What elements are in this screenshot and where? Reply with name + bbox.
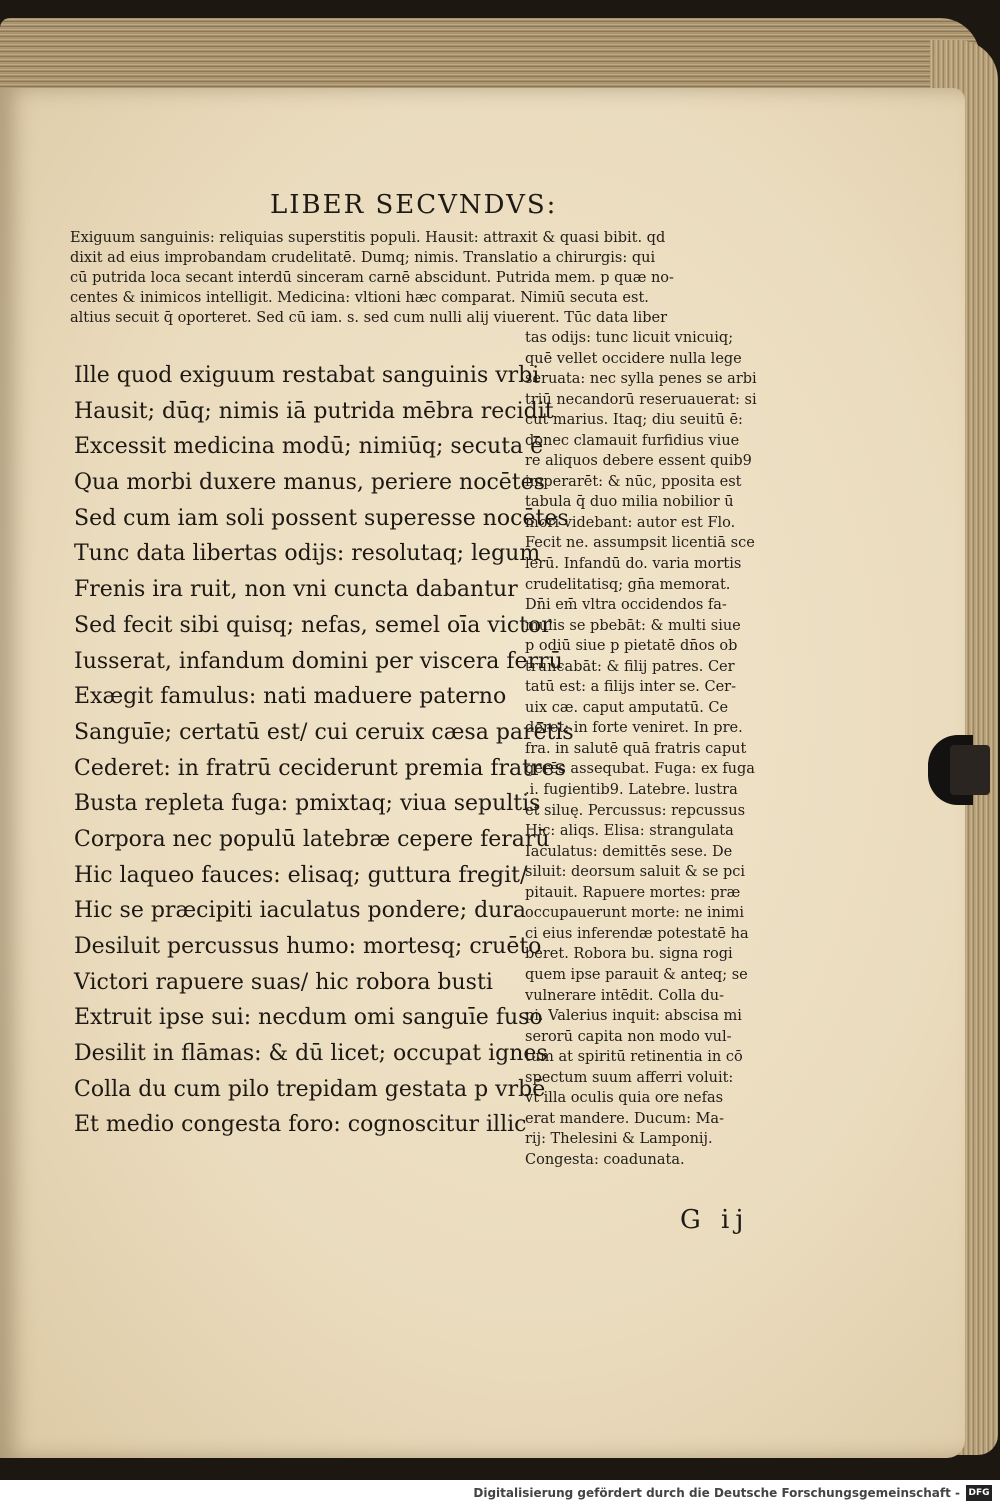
verse-line: Hic laqueo fauces: elisaq; guttura fregit/ [74,862,528,888]
verse-line: Tunc data libertas odijs: resolutaq; legum [74,541,541,567]
gloss-line: uix cæ. caput amputatū. Ce [525,699,729,716]
verse-line: Desilit in flāmas: & dū licet; occupat ignes [74,1041,548,1067]
gloss-line: pi. Valerius inquit: abscisa mi [525,1008,742,1025]
gloss-line: triū necandorū reseruauerat: si [525,391,757,408]
funding-banner-text: Digitalisierung gefördert durch die Deutsche Forschungsgemeinschaft - [473,1486,960,1500]
page-signature: G ij [680,1205,750,1235]
gloss-line: tabula q̄ duo milia nobilior ū [525,494,734,511]
verse-line: Hausit; dūq; nimis iā putrida mēbra recidit [74,398,554,424]
verse-line: Sed fecit sibi quisq; nefas, semel oīa victor [74,612,552,638]
gloss-line: cut marius. Itaq; diu seuitū ē: [525,412,743,429]
gloss-line: .i. fugientib9. Latebre. lustra [525,782,738,799]
verse-line: Qua morbi duxere manus, periere nocētes [74,470,545,496]
gloss-line: mori videbant: autor est Flo. [525,514,736,531]
commentary-top [70,228,800,328]
gloss-line: donec clamauit furfidius viue [525,432,740,449]
commentary-line: altius secuit q̄ oporteret. Sed cū iam. s. sed cum nulli alij viuerent. Tūc data liber [70,310,668,326]
gloss-line: pitauit. Rapuere mortes: præ [525,884,741,901]
gloss-line: vt illa oculis quia ore nefas [525,1090,724,1107]
verse-line: Ille quod exiguum restabat sanguinis vrbi [74,363,540,388]
verse-line: Exægit famulus: nati maduere paterno [74,684,507,710]
commentary-line: Exiguum sanguinis: reliquias superstitis populi. Hausit: attraxit & quasi bibit. qd [70,230,666,246]
verse-line: Frenis ira ruit, non vni cuncta dabantur [74,577,518,603]
verse-line: Colla du cum pilo trepidam gestata p vrbē [74,1076,546,1102]
verse-line: Extruit ipse sui: necdum omi sanguīe fuso [74,1005,543,1031]
verse-line: Busta repleta fuga: pmixtaq; viua sepultis [74,791,541,817]
dfg-logo: DFG [966,1485,992,1501]
gloss-line: tum at spiritū retinentia in cō [525,1049,743,1066]
gloss-line: truncabāt: & filij patres. Cer [525,658,735,675]
verse-line: Cederet: in fratrū ceciderunt premia fratres [74,755,566,781]
verse-line: Iusserat, infandum domini per viscera ferrū [74,648,563,674]
verse-line: Hic se præcipiti iaculatus pondere; dura [74,898,526,924]
verse-column [74,358,574,1143]
gloss-line: Fecit ne. assumpsit licentiā sce [525,535,755,552]
gloss-line: ci eius inferendæ potestatē ha [525,925,749,942]
verse-line: Excessit medicina modū; nimiūq; secuta ē [74,434,544,460]
gloss-line: deret: in forte veniret. In pre. [525,720,743,737]
gloss-line: tatū est: a filijs inter se. Cer- [525,679,737,696]
gloss-line: fra. in salutē quā fratris caput [525,740,747,757]
gloss-line: seruata: nec sylla penes se arbi [525,371,757,388]
verse-line: Victori rapuere suas/ hic robora busti [74,969,493,995]
gloss-line: imperarēt: & nūc, pposita est [525,473,742,490]
verse-line: Sanguīe; certatū est/ cui ceruix cæsa parētis [74,719,574,745]
verse-line: Et medio congesta foro: cognoscitur illic [74,1112,527,1138]
funding-banner [0,1480,1000,1507]
gloss-line: beret. Robora bu. signa rogi [525,946,733,963]
gloss-line: Dn̄i em̄ vltra occidendos fa- [525,597,727,614]
gloss-line: lerū. Infandū do. varia mortis [525,556,742,573]
gloss-line: occupauerunt morte: ne inimi [525,905,745,922]
verse-line: Sed cum iam soli possent superesse nocētes [74,505,569,531]
page-heading: LIBER SECVNDVS: [270,190,558,220]
gloss-line: re aliquos debere essent quib9 [525,453,752,470]
gloss-line: spectum suum afferri voluit: [525,1069,734,1086]
commentary-line: cū putrida loca secant interdū sinceram carnē abscidunt. Putrida mem. p quæ no- [70,270,674,286]
gloss-line: quem ipse parauit & anteq; se [525,966,748,983]
gloss-line: mulis se pbebāt: & multi siue [525,617,741,634]
gloss-line: serorū capita non modo vul- [525,1028,732,1045]
gloss-line: p odiū siue p pietatē dn̄os ob [525,638,738,655]
gloss-line: crudelitatisq; gn̄a memorat. [525,576,731,593]
book-top-edge [0,18,980,88]
gloss-line: Congesta: coadunata. [525,1151,685,1168]
gloss-line: quē vellet occidere nulla lege [525,350,742,367]
commentary-line: centes & inimicos intelligit. Medicina: vltioni hæc comparat. Nimiū secuta est. [70,290,649,306]
gloss-line: et siluę. Percussus: repcussus [525,802,746,819]
gloss-line: rij: Thelesini & Lamponij. [525,1131,713,1148]
gloss-line: vulnerare intēdit. Colla du- [525,987,725,1004]
verse-line: Corpora nec populū latebræ cepere ferarū [74,826,550,852]
gloss-line: Hic: aliqs. Elisa: strangulata [525,823,734,840]
gloss-line: tas odijs: tunc licuit vnicuiq; [525,330,734,346]
gloss-line: Iaculatus: demittēs sese. De [525,843,733,860]
gloss-column [525,328,795,1170]
commentary-line: dixit ad eius improbandam crudelitatē. Dumq; nimis. Translatio a chirurgis: qui [70,250,656,266]
gloss-line: siluit: deorsum saluit & se pci [525,864,745,881]
gloss-line: gerēs assequbat. Fuga: ex fuga [525,761,755,778]
verse-line: Desiluit percussus humo: mortesq; cruēto [74,934,542,959]
book-tie [950,745,990,795]
gloss-line: erat mandere. Ducum: Ma- [525,1110,724,1127]
